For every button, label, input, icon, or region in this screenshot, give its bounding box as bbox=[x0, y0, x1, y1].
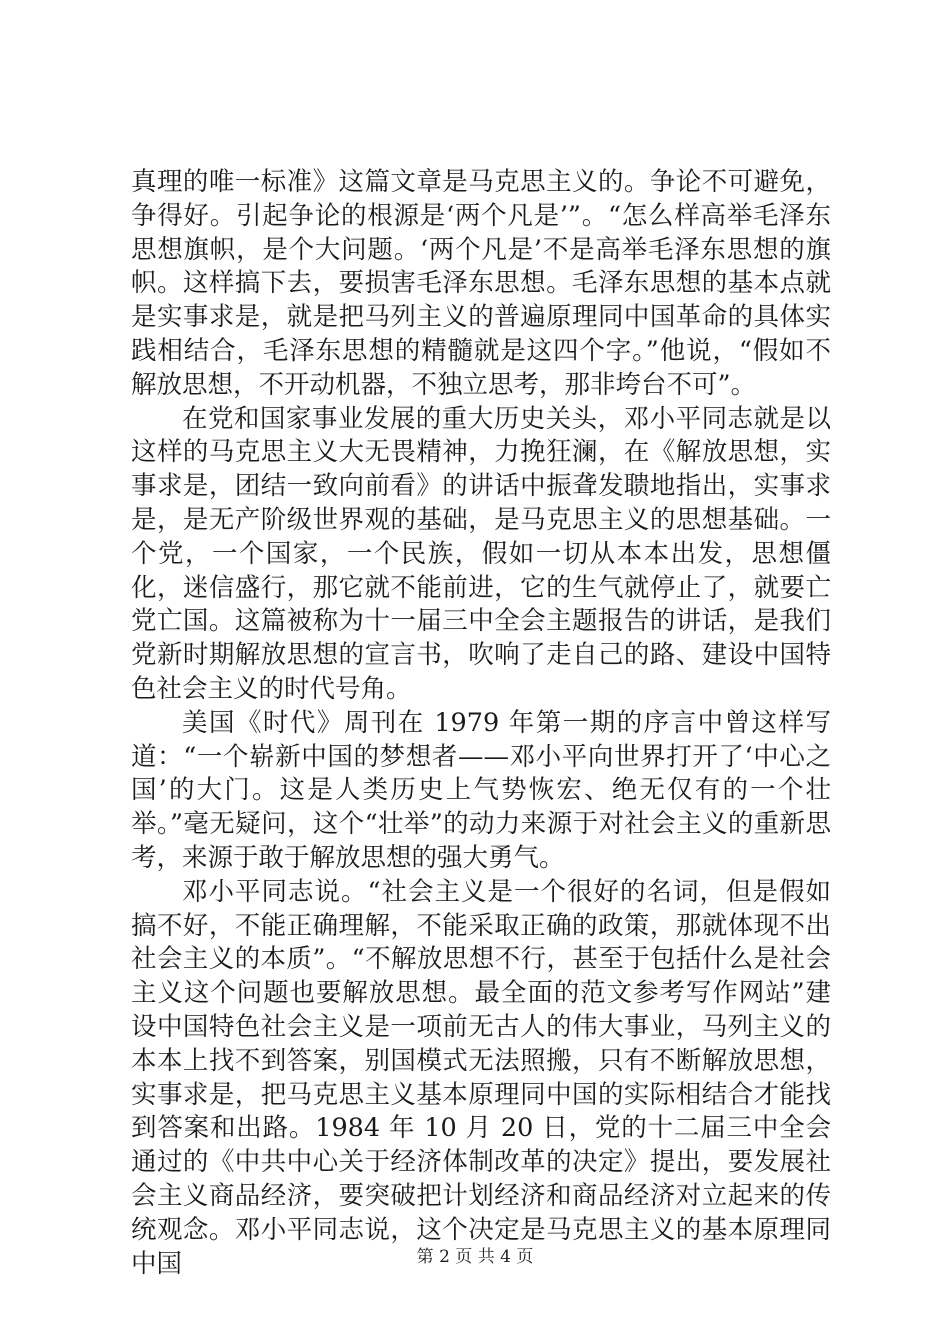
page-number-label: 第 2 页 共 4 页 bbox=[416, 1247, 534, 1267]
body-text bbox=[131, 166, 831, 1281]
paragraph-4: 邓小平同志说。“社会主义是一个很好的名词，但是假如搞不好，不能正确理解，不能采取正确的政策，那就体现不出社会主义的本质”。“不解放思想不行，甚至于包括什么是社会主义这个问题也要解放思想。最全面的范文参考写作网站”建设中国特色社会主义是一项前无古人的伟大事业，马列主义的本本上找不到答案，别国模式无法照搬，只有不断解放思想，实事求是，把马克思主义基本原理同中国的实际相结合才能找到答案和出路。1984 年 10 月 20 日，党的十二届三中全会通过的《中共中心关于经济体制改革的决定》提出，要发展社会主义商品经济，要突破把计划经济和商品经济对立起来的传统观念。邓小平同志说，这个决定是马克思主义的基本原理同中国 bbox=[131, 876, 831, 1279]
paragraph-2: 在党和国家事业发展的重大历史关头，邓小平同志就是以这样的马克思主义大无畏精神，力挽狂澜，在《解放思想，实事求是，团结一致向前看》的讲话中振聋发聩地指出，实事求是，是无产阶级世界观的基础，是马克思主义的思想基础。一个党，一个国家，一个民族，假如一切从本本出发，思想僵化，迷信盛行，那它就不能前进，它的生气就停止了，就要亡党亡国。这篇被称为十一届三中全会主题报告的讲话，是我们党新时期解放思想的宣言书，吹响了走自己的路、建设中国特色社会主义的时代号角。 bbox=[131, 403, 831, 704]
page-footer bbox=[0, 1242, 950, 1267]
paragraph-3: 美国《时代》周刊在 1979 年第一期的序言中曾这样写道：“一个崭新中国的梦想者——邓小平向世界打开了‘中心之国’的大门。这是人类历史上气势恢宏、绝无仅有的一个壮举。”毫无疑问，这个“壮举”的动力来源于对社会主义的重新思考，来源于敢于解放思想的强大勇气。 bbox=[131, 707, 831, 873]
paragraph-1: 真理的唯一标准》这篇文章是马克思主义的。争论不可避免，争得好。引起争论的根源是‘两个凡是’”。“怎么样高举毛泽东思想旗帜，是个大问题。‘两个凡是’不是高举毛泽东思想的旗帜。这样搞下去，要损害毛泽东思想。毛泽东思想的基本点就是实事求是，就是把马列主义的普遍原理同中国革命的具体实践相结合，毛泽东思想的精髓就是这四个字。”他说，“假如不解放思想，不开动机器，不独立思考，那非垮台不可”。 bbox=[131, 167, 831, 400]
